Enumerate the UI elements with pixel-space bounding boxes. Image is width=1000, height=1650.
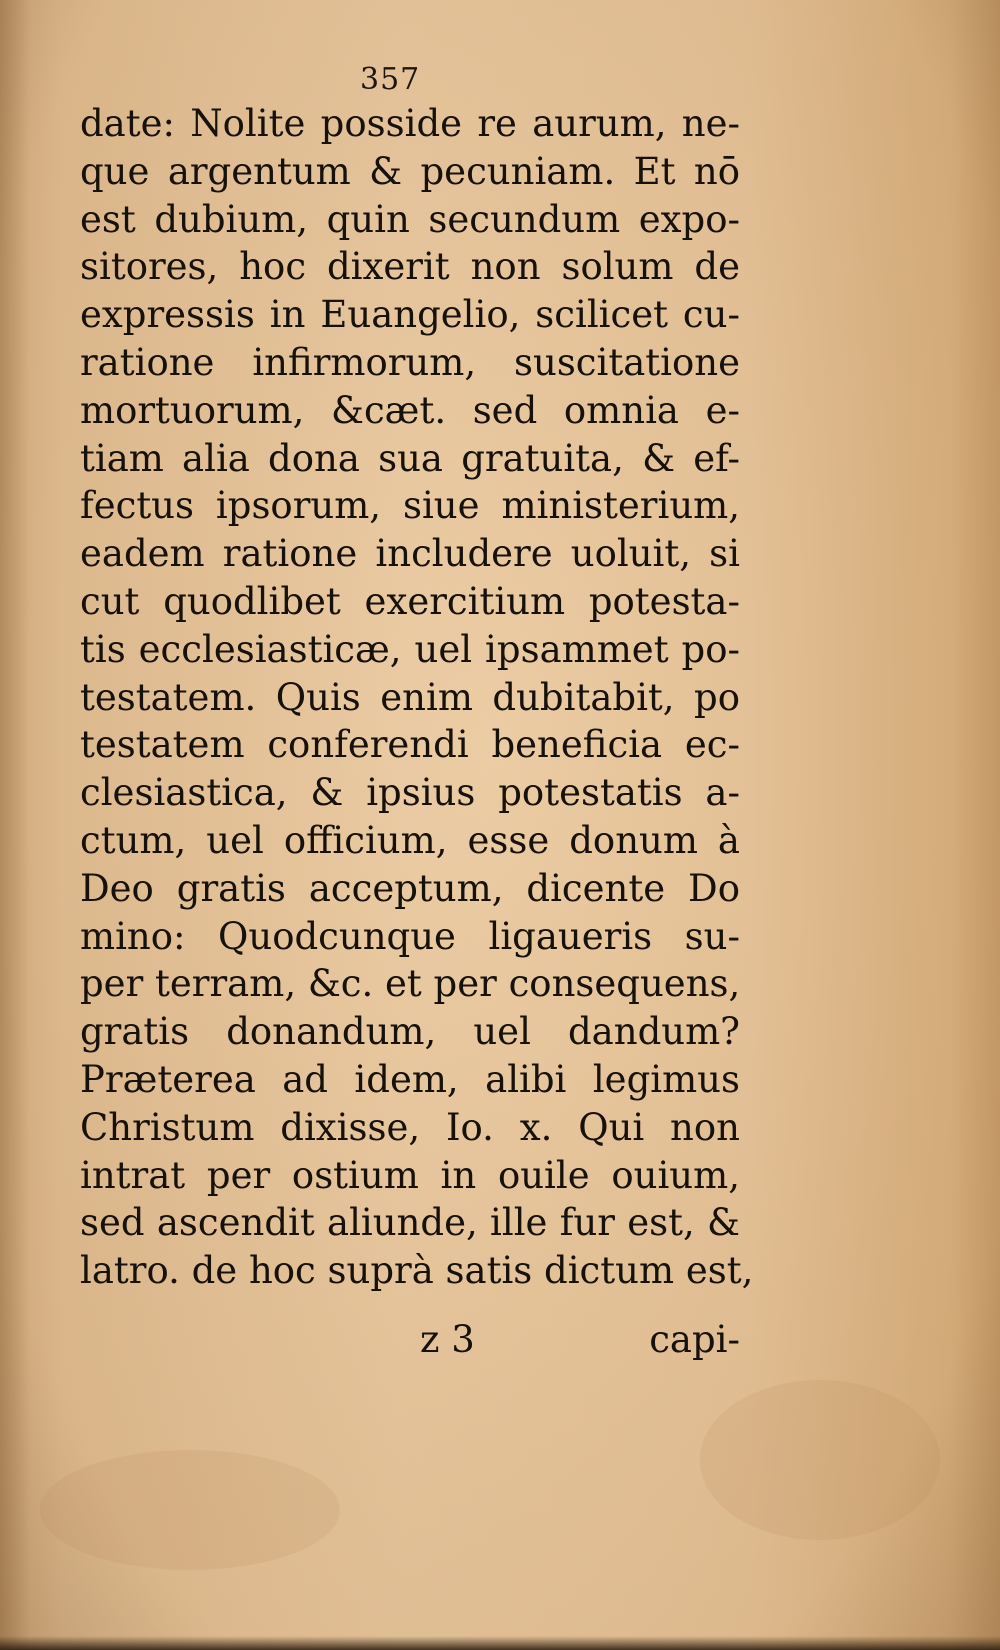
text-line: expressis in Euangelio, scilicet cu- — [80, 293, 740, 337]
text-line: sed ascendit aliunde, ille fur est, & — [80, 1201, 740, 1245]
text-line: eadem ratione includere uoluit, si — [80, 532, 740, 576]
text-line: ctum, uel officium, esse donum à — [80, 818, 740, 862]
text-line: intrat per ostium in ouile ouium, — [80, 1153, 740, 1197]
text-line: date: Nolite posside re aurum, ne- — [80, 102, 740, 145]
text-line: est dubium, quin secundum expo- — [80, 197, 740, 241]
text-line: ratione infirmorum, suscitatione — [80, 340, 740, 384]
text-line: mortuorum, &cæt. sed omnia e- — [80, 388, 740, 432]
paper-stain — [40, 1450, 340, 1570]
catchline — [420, 1318, 740, 1361]
page-number: 357 — [360, 62, 421, 97]
text-line: Præterea ad idem, alibi legimus — [80, 1057, 740, 1101]
text-line: Christum dixisse, Io. x. Qui non — [80, 1105, 740, 1149]
text-line: mino: Quodcunque ligaueris su- — [80, 914, 740, 958]
text-line: latro. de hoc suprà satis dictum est, — [80, 1249, 754, 1293]
text-line: tiam alia dona sua gratuita, & ef- — [80, 436, 740, 480]
text-block — [80, 100, 754, 1295]
text-line: sitores, hoc dixerit non solum de — [80, 245, 740, 289]
text-line: testatem. Quis enim dubitabit, po — [80, 675, 740, 719]
text-line: que argentum & pecuniam. Et nō — [80, 149, 740, 193]
text-line: gratis donandum, uel dandum? — [80, 1010, 740, 1054]
paper-stain — [700, 1380, 940, 1540]
text-line: tis ecclesiasticæ, uel ipsammet po- — [80, 627, 740, 671]
text-line: testatem conferendi beneficia ec- — [80, 723, 740, 767]
text-line: fectus ipsorum, siue ministerium, — [80, 484, 740, 528]
signature-mark: z 3 — [420, 1318, 475, 1361]
text-line: per terram, &c. et per consequens, — [80, 962, 741, 1006]
catchword: capi- — [649, 1318, 740, 1361]
text-line: cut quodlibet exercitium potesta- — [80, 579, 740, 623]
spine-shadow — [0, 0, 30, 1650]
text-line: clesiastica, & ipsius potestatis a- — [80, 771, 740, 815]
text-line: Deo gratis acceptum, dicente Do — [80, 866, 740, 910]
